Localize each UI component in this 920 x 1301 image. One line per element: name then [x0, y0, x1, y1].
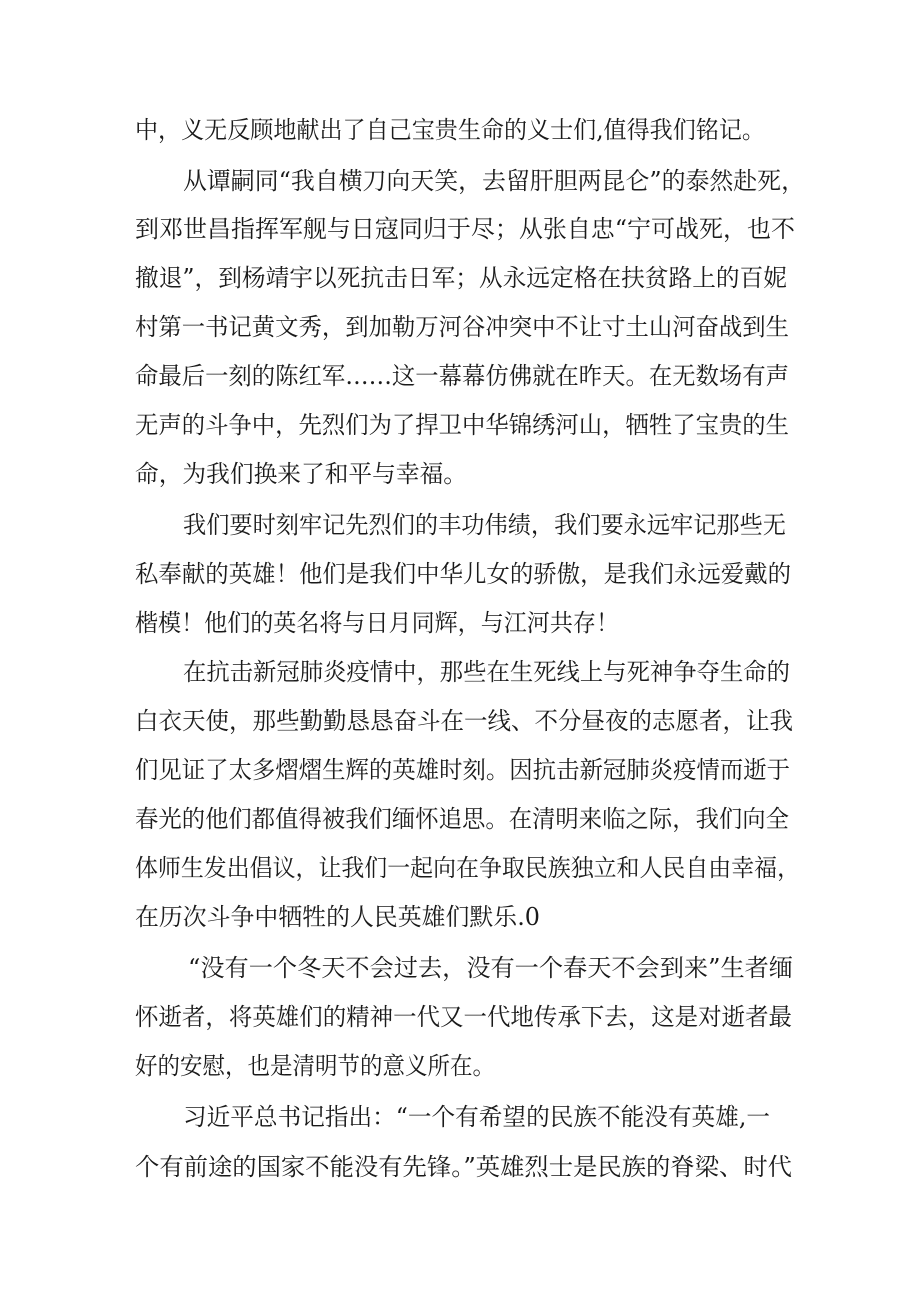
- text-line-content: 中，义无反顾地献出了自己宝贵生命的义士们,值得我们铭记。: [135, 116, 765, 144]
- text-line-content: 体师生发出倡议，让我们一起向在争取民族独立和人民自由幸福，: [135, 854, 800, 882]
- text-line-content: 们见证了太多熠熠生辉的英雄时刻。因抗击新冠肺炎疫情而逝于: [135, 756, 790, 784]
- text-line-content: 在抗击新冠肺炎疫情中，那些在生死线上与死神争夺生命的: [183, 658, 790, 686]
- text-line-content: 命，为我们换来了和平与幸福。: [135, 460, 467, 488]
- text-line-content: 习近平总书记指出：“一个有希望的民族不能没有英雄,一: [183, 1103, 770, 1131]
- text-line-content: “没有一个冬天不会过去，没有一个春天不会到来”生者缅: [188, 954, 794, 982]
- text-line-content: 到邓世昌指挥军舰与日寇同归于尽；从张自忠“宁可战死，也不: [135, 215, 795, 243]
- text-line-content: 在历次斗争中牺牲的人民英雄们默乐.0: [135, 903, 540, 931]
- text-line-content: 好的安慰，也是清明节的意义所在。: [135, 1052, 495, 1080]
- text-line-content: 春光的他们都值得被我们缅怀追思。在清明来临之际，我们向全: [135, 805, 789, 833]
- text-line-content: 无声的斗争中，先烈们为了捍卫中华锦绣河山，牺牲了宝贵的生: [135, 411, 789, 439]
- text-line-content: 怀逝者，将英雄们的精神一代又一代地传承下去，这是对逝者最: [135, 1003, 792, 1031]
- text-line-content: 白衣天使，那些勤勤恳恳奋斗在一线、不分昼夜的志愿者，让我: [135, 707, 793, 735]
- text-line-content: 从谭嗣同“我自横刀向天笑，去留肝胆两昆仑”的泰然赴死，: [183, 167, 805, 195]
- text-line-content: 撤退”，到杨靖宇以死抗击日军；从永远定格在扶贫路上的百妮: [135, 264, 787, 292]
- text-line-content: 我们要时刻牢记先烈们的丰功伟绩，我们要永远牢记那些无: [183, 511, 786, 539]
- text-line-content: 个有前途的国家不能没有先锋。”英雄烈士是民族的脊梁、时代: [135, 1153, 793, 1181]
- text-line-content: 村第一书记黄文秀，到加勒万河谷冲突中不让寸土山河奋战到生: [135, 313, 789, 341]
- text-line-content: 命最后一刻的陈红军……这一幕幕仿佛就在昨天。在无数场有声: [135, 362, 789, 390]
- text-line-content: 私奉献的英雄！他们是我们中华儿女的骄傲，是我们永远爱戴的: [135, 560, 791, 588]
- text-line-content: 楷模！他们的英名将与日月同辉，与江河共存！: [135, 609, 619, 637]
